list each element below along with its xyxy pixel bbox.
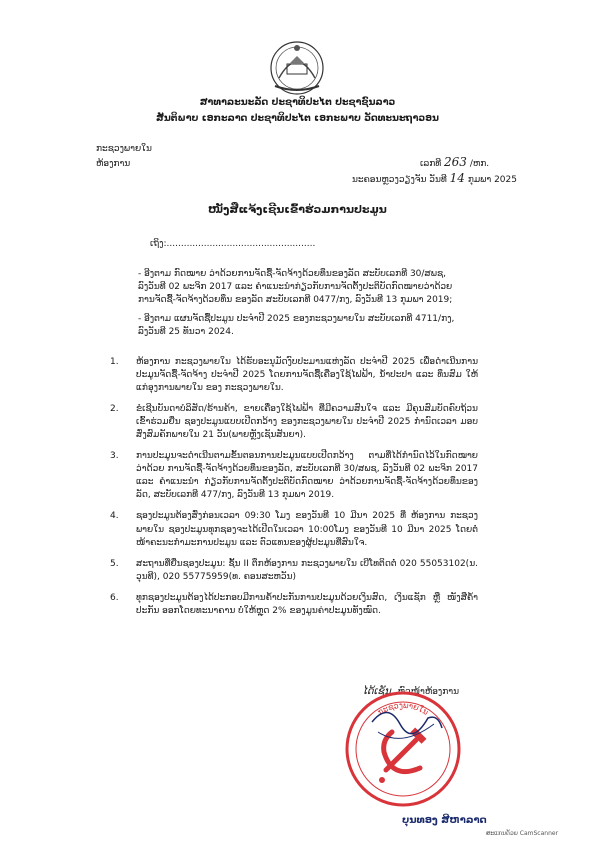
ministry-name: ກະຊວງພາຍໃນ	[96, 144, 152, 154]
body-paragraphs	[110, 356, 478, 626]
scanner-watermark: ສະແກນດ້ວຍ CamScanner	[486, 830, 559, 837]
date-day: 14	[449, 171, 465, 185]
document-title: ໜັງສືແຈ້ງເຊີນເຂົ້າຮ່ວມການປະມູນ	[208, 203, 387, 216]
national-header-line2: ສັນຕິພາບ ເອກະລາດ ປະຊາທິປະໄຕ ເອກະພາບ ວັດທະນະຖາວອນ	[156, 113, 439, 124]
paragraph-text: ຫ້ອງການ ກະຊວງພາຍໃນ ໄດ້ຮັບອະນຸມັດງົບປະມານແຫ່ງລັດ ປະຈຳປີ 2025 ເພື່ອດຳເນີນການປະມູນຈັດຊື້-ຈັດຈ້າງ ປະຈຳປີ 2025 ໂດຍການຈັດຊື້ເຄື່ອງໃຊ້ໄຟຟ້າ, ນ້ຳປະປາ ແລະ ທຶນສົມ ໃຫ້ແກ່ອຸງການພາຍໃນ ຂອງ ກະຊວງພາຍໃນ.	[136, 357, 478, 394]
official-stamp	[342, 688, 464, 810]
signer-position: ຫົວໜ້າຫ້ອງການ	[397, 687, 460, 697]
recipient-line: ເຖິງ:....................................................	[150, 239, 316, 249]
paragraph-text: ຂໍເຊີນບັນດາບໍລິສັດ/ຮ້ານຄ້າ, ຂາຍເຄື່ອງໃຊ້ໄຟຟ້າ ທີ່ມີຄວາມສົນໃຈ ແລະ ມີຄຸນສົມບັດຄົບຖ້ວນເຂົ້າຮ່ວມຍື່ນ ຊອງປະມູນແບບເປີດກວ້າງ ຂອງກະຊວງພາຍໃນ ປະຈຳປີ 2025 ກຳນົດເວລາ ມອບສົ່ງສົມຄັກພາຍໃນ 21 ວັນ(ພາຍຫຼັງເຊັນສັນຍາ).	[136, 404, 478, 441]
paragraph-item	[110, 403, 478, 442]
reference-item: - ອີງຕາມ ກົດໝາຍ ວ່າດ້ວຍການຈັດຊື້-ຈັດຈ້າງດ້ວຍທຶນຂອງລັດ ສະບັບເລກທີ 30/ສພຊ, ລົງວັນທີ 02 ພະຈິກ 2017 ແລະ ຄຳແນະນຳກ່ຽວກັບການຈັດຕັ້ງປະຕິບັດກົດໝາຍວ່າດ້ວຍການຈັດຊື້-ຈັດຈ້າງດ້ວຍທຶນ ຂອງລັດ ສະບັບເລກທີ 0477/ກງ, ລົງວັນທີ 13 ກຸມພາ 2019;	[138, 269, 453, 306]
paragraph-item	[110, 592, 478, 618]
paragraph-number: 3.	[110, 451, 119, 462]
paragraph-number: 2.	[110, 404, 119, 415]
paragraph-text: ທຸກຊອງປະມູນຕ້ອງໄດ້ປະກອບມີການຄ້ຳປະກັນການປະມູນດ້ວຍເງິນສົດ, ເງິນແຊັກ ຫຼື ໜັງສືຄ້ຳປະກັນ ອອກໂດຍທະນາຄານ ບໍ່ໃຫ້ຫຼຸດ 2% ຂອງມູນຄ່າປະມູນທັງໝົດ.	[136, 592, 478, 616]
date-prefix: ນະຄອນຫຼວງວຽງຈັນ ວັນທີ	[352, 175, 447, 185]
date-rest: ກຸມພາ 2025	[467, 175, 517, 185]
paragraph-item	[110, 450, 478, 502]
paragraph-number: 5.	[110, 558, 119, 569]
paragraph-text: ການປະມູນຈະດຳເນີນຕາມຂັ້ນຕອນການປະມູນແບບເປີດກວ້າງ ຕາມທີ່ໄດ້ກຳນົດໄວ້ໃນກົດໝາຍ ວ່າດ້ວຍ ການຈັດຊື້-ຈັດຈ້າງດ້ວຍທຶນຂອງລັດ, ສະບັບເລກທີ 30/ສພຊ, ລົງວັນທີ 02 ພະຈິກ 2017 ແລະ ຄຳແນະນຳ ກ່ຽວກັບການຈັດຕັ້ງປະຕິບັດກົດໝາຍ ວ່າດ້ວຍການຈັດຊື້-ຈັດຈ້າງດ້ວຍທຶນຂອງລັດ, ສະບັບເລກທີ 477/ກງ, ລົງວັນທີ 13 ກຸມພາ 2019.	[136, 451, 478, 501]
signature-initial: ໄດ້ເຊັນ	[362, 686, 391, 697]
references-section	[138, 268, 458, 345]
signer-name: ບຸນທອງ ສີຫາລາດ	[402, 815, 487, 826]
stamp-text: ກະຊວງພາຍໃນ	[375, 700, 431, 717]
paragraph-number: 1.	[110, 357, 119, 367]
paragraph-item	[110, 558, 478, 584]
paragraph-number: 6.	[110, 592, 119, 603]
paragraph-text: ຊອງປະມູນຕ້ອງສົ່ງກ່ອນເວລາ 09:30 ໂມງ ຂອງວັນທີ 10 ມີນາ 2025 ທີ່ ຫ້ອງການ ກະຊວງພາຍໃນ ຊອງປະມູນທຸກຊອງຈະໄດ້ເປີດໃນເວລາ 10:00ໂມງ ຂອງວັນທີ 10 ມີນາ 2025 ໂດຍຕໍ່ໜ້າຄະນະກຳມະການປະມູນ ແລະ ຕົວແທນຂອງຜູ້ປະມູນທີ່ສົນໃຈ.	[136, 511, 478, 548]
document-number	[420, 154, 489, 171]
paragraph-number: 4.	[110, 511, 119, 522]
paragraph-item	[110, 510, 478, 549]
national-emblem	[265, 38, 329, 96]
reference-item: - ອີງຕາມ ແຜນຈັດຊື້ປະມູນ ປະຈຳປີ 2025 ຂອງກະຊວງພາຍໃນ ສະບັບເລກທີ 4711/ກງ, ລົງວັນທີ 25 ທັນວາ 2024.	[138, 314, 455, 338]
doc-no-label: ເລກທີ	[420, 159, 442, 169]
office-name: ຫ້ອງການ	[96, 159, 131, 169]
paragraph-text: ສະຖານທີ່ຍື່ນຊອງປະມູນ: ຊັ້ນ II ຕຶກຫ້ອງການ ກະຊວງພາຍໃນ ເບີໂທຕິດຕໍ່ 020 55053102(ນ. ວຸນທີ), 020 55775959(ທ. ຄອນສະຫວັນ)	[136, 558, 478, 582]
paragraph-item	[110, 356, 478, 395]
document-date	[352, 170, 517, 187]
doc-no-suffix: /ຫກ.	[469, 159, 490, 169]
national-header-line1: ສາທາລະນະລັດ ປະຊາທິປະໄຕ ປະຊາຊົນລາວ	[199, 97, 396, 108]
doc-no-value: 263	[444, 155, 467, 169]
